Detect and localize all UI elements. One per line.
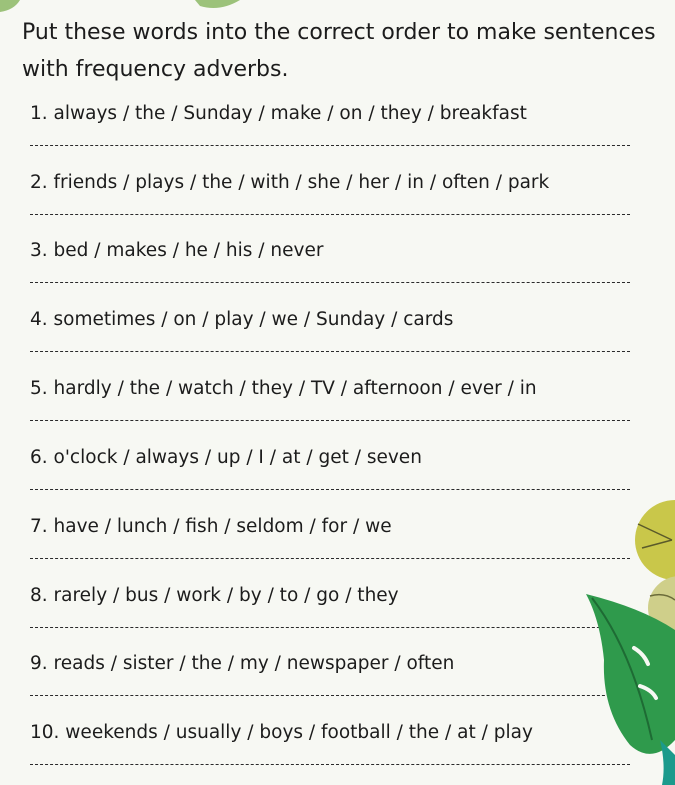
instructions-heading: Put these words into the correct order to make sentences with frequency adverbs. bbox=[22, 20, 656, 82]
answer-line bbox=[30, 489, 630, 490]
item-prompt: 10. weekends / usually / boys / football / the / at / play bbox=[30, 722, 533, 743]
answer-line bbox=[30, 282, 630, 283]
item-prompt: 1. always / the / Sunday / make / on / they / breakfast bbox=[30, 103, 527, 124]
exercise-item-10 bbox=[30, 721, 630, 745]
item-prompt: 9. reads / sister / the / my / newspaper / often bbox=[30, 653, 455, 674]
exercise-item-6 bbox=[30, 446, 630, 470]
answer-line bbox=[30, 145, 630, 146]
answer-line bbox=[30, 351, 630, 352]
answer-line bbox=[30, 695, 630, 696]
item-prompt: 6. o'clock / always / up / I / at / get / seven bbox=[30, 447, 422, 468]
answer-line bbox=[30, 764, 630, 765]
item-prompt: 2. friends / plays / the / with / she / her / in / often / park bbox=[30, 172, 550, 193]
item-prompt: 4. sometimes / on / play / we / Sunday / cards bbox=[30, 309, 454, 330]
exercise-item-5 bbox=[30, 377, 630, 401]
exercise-item-8 bbox=[30, 584, 630, 608]
exercise-item-9 bbox=[30, 652, 630, 676]
item-prompt: 8. rarely / bus / work / by / to / go / they bbox=[30, 585, 399, 606]
monstera-leaf-icon bbox=[582, 590, 675, 785]
leaf-decoration-icon bbox=[0, 0, 675, 14]
item-prompt: 3. bed / makes / he / his / never bbox=[30, 240, 324, 261]
exercise-item-1 bbox=[30, 102, 630, 126]
exercise-item-7 bbox=[30, 515, 630, 539]
exercise-item-2 bbox=[30, 171, 630, 195]
answer-line bbox=[30, 420, 630, 421]
answer-line bbox=[30, 214, 630, 215]
exercise-item-4 bbox=[30, 308, 630, 332]
item-prompt: 7. have / lunch / fish / seldom / for / we bbox=[30, 516, 392, 537]
answer-line bbox=[30, 627, 630, 628]
item-prompt: 5. hardly / the / watch / they / TV / afternoon / ever / in bbox=[30, 378, 537, 399]
answer-line bbox=[30, 558, 630, 559]
exercise-item-3 bbox=[30, 239, 630, 263]
